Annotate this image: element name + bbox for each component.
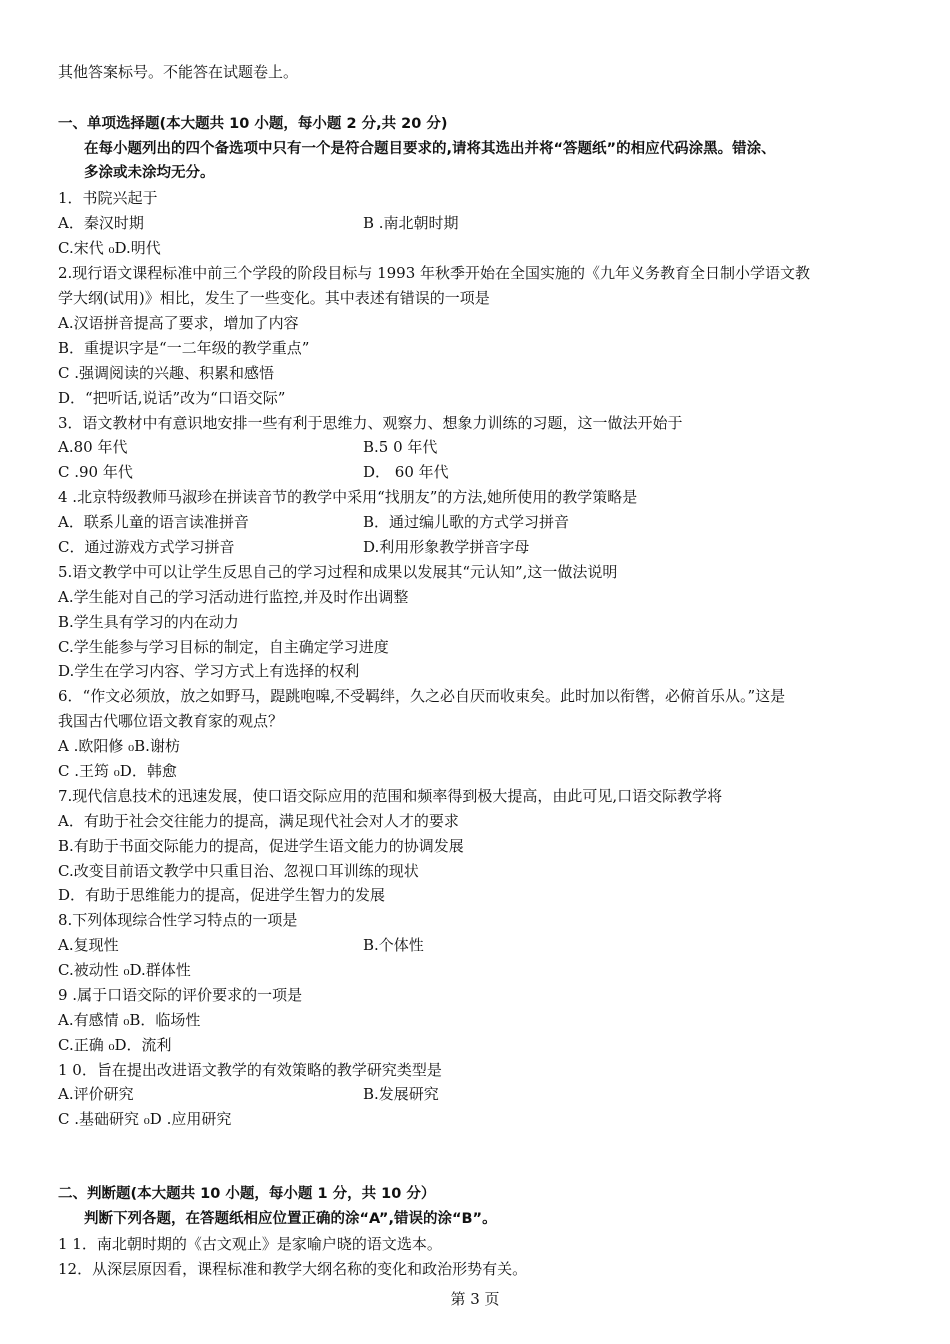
q1-option-a: A．秦汉时期 xyxy=(58,214,144,232)
q7-option-d: D．有助于思维能力的提高，促进学生智力的发展 xyxy=(58,886,386,904)
q8-option-cd: C.被动性 ₀D.群体性 xyxy=(58,961,191,979)
q3-option-c: C .90 年代 xyxy=(58,463,133,481)
section1-instruction-cont: 多涂或未涂均无分。 xyxy=(84,165,215,181)
q3-option-a: A.80 年代 xyxy=(58,438,128,456)
q3-option-b: B.5 0 年代 xyxy=(363,438,438,456)
q6-option-ab: A .欧阳修 ₀B.谢枋 xyxy=(58,737,180,755)
q6-option-cd: C .王筠 ₀D．韩愈 xyxy=(58,762,177,780)
page-number: 第 3 页 xyxy=(450,1290,500,1308)
q11-stem: 1 1．南北朝时期的《古文观止》是家喻户晓的语文选本。 xyxy=(58,1235,442,1253)
section2-instruction: 判断下列各题，在答题纸相应位置正确的涂“A”,错误的涂“B”。 xyxy=(84,1211,497,1227)
q4-option-a: A．联系儿童的语言读准拼音 xyxy=(58,513,249,531)
q3-stem: 3．语文教材中有意识地安排一些有利于思维力、观察力、想象力训练的习题，这一做法开始于 xyxy=(58,414,683,432)
q1-option-b: B .南北朝时期 xyxy=(363,214,459,232)
q5-stem: 5.语文教学中可以让学生反思自己的学习过程和成果以发展其“元认知”,这一做法说明 xyxy=(58,563,618,581)
q4-option-d: D.利用形象教学拼音字母 xyxy=(363,538,530,556)
q5-option-c: C.学生能参与学习目标的制定，自主确定学习进度 xyxy=(58,638,389,656)
q4-option-b: B．通过编儿歌的方式学习拼音 xyxy=(363,513,570,531)
section1-instruction: 在每小题列出的四个备选项中只有一个是符合题目要求的,请将其选出并将“答题纸”的相应代码涂黑。错涂、 xyxy=(84,141,776,157)
q5-option-d: D.学生在学习内容、学习方式上有选择的权利 xyxy=(58,662,360,680)
q10-stem: 1 0．旨在提出改进语文教学的有效策略的教学研究类型是 xyxy=(58,1061,442,1079)
q7-option-a: A．有助于社会交往能力的提高，满足现代社会对人才的要求 xyxy=(58,812,459,830)
q1-option-cd: C.宋代 ₀D.明代 xyxy=(58,239,161,257)
q5-option-a: A.学生能对自己的学习活动进行监控,并及时作出调整 xyxy=(58,588,409,606)
q7-option-c: C.改变目前语文教学中只重目治、忽视口耳训练的现状 xyxy=(58,862,419,880)
q6-stem-cont: 我国古代哪位语文教育家的观点？ xyxy=(58,712,284,730)
q9-option-cd: C.正确 ₀D．流利 xyxy=(58,1036,172,1054)
q7-option-b: B.有助于书面交际能力的提高，促进学生语文能力的协调发展 xyxy=(58,837,464,855)
q10-option-cd: C .基础研究 ₀D .应用研究 xyxy=(58,1110,232,1128)
q3-option-d: D． 60 年代 xyxy=(363,463,449,481)
q12-stem: 12．从深层原因看，课程标准和教学大纲名称的变化和政治形势有关。 xyxy=(58,1260,528,1278)
q6-stem: 6．“作文必须放，放之如野马，踶跳咆嗥,不受羁绊，久之必自厌而收束矣。此时加以衔辔，必俯首乐从。”这是 xyxy=(58,687,786,705)
q2-option-c: C .强调阅读的兴趣、积累和感悟 xyxy=(58,364,275,382)
intro-text: 其他答案标号。不能答在试题卷上。 xyxy=(58,63,299,81)
q2-option-a: A.汉语拼音提高了要求，增加了内容 xyxy=(58,314,299,332)
q1-stem: 1．书院兴起于 xyxy=(58,189,158,207)
q9-option-ab: A.有感情 ₀B．临场性 xyxy=(58,1011,201,1029)
q8-option-b: B.个体性 xyxy=(363,936,424,954)
section1-heading: 一、单项选择题(本大题共 10 小题，每小题 2 分,共 20 分) xyxy=(58,116,448,132)
q2-option-d: D．“把听话,说话”改为“口语交际” xyxy=(58,389,286,407)
q8-stem: 8.下列体现综合性学习特点的一项是 xyxy=(58,911,298,929)
q8-option-a: A.复现性 xyxy=(58,936,119,954)
section2-heading: 二、判断题(本大题共 10 小题，每小题 1 分，共 10 分） xyxy=(58,1186,436,1202)
q7-stem: 7.现代信息技术的迅速发展，使口语交际应用的范围和频率得到极大提高，由此可见,口语交际教学将 xyxy=(58,787,723,805)
q9-stem: 9 .属于口语交际的评价要求的一项是 xyxy=(58,986,303,1004)
q2-option-b: B．重提识字是“一二年级的教学重点” xyxy=(58,339,310,357)
q5-option-b: B.学生具有学习的内在动力 xyxy=(58,613,239,631)
q10-option-b: B.发展研究 xyxy=(363,1085,439,1103)
q4-stem: 4 .北京特级教师马淑珍在拼读音节的教学中采用“找朋友”的方法,她所使用的教学策略是 xyxy=(58,488,638,506)
q2-stem-cont: 学大纲(试用)》相比，发生了一些变化。其中表述有错误的一项是 xyxy=(58,289,490,307)
q4-option-c: C．通过游戏方式学习拼音 xyxy=(58,538,235,556)
q10-option-a: A.评价研究 xyxy=(58,1085,134,1103)
q2-stem: 2.现行语文课程标准中前三个学段的阶段目标与 1993 年秋季开始在全国实施的《九年义务教育全日制小学语文教 xyxy=(58,264,811,282)
